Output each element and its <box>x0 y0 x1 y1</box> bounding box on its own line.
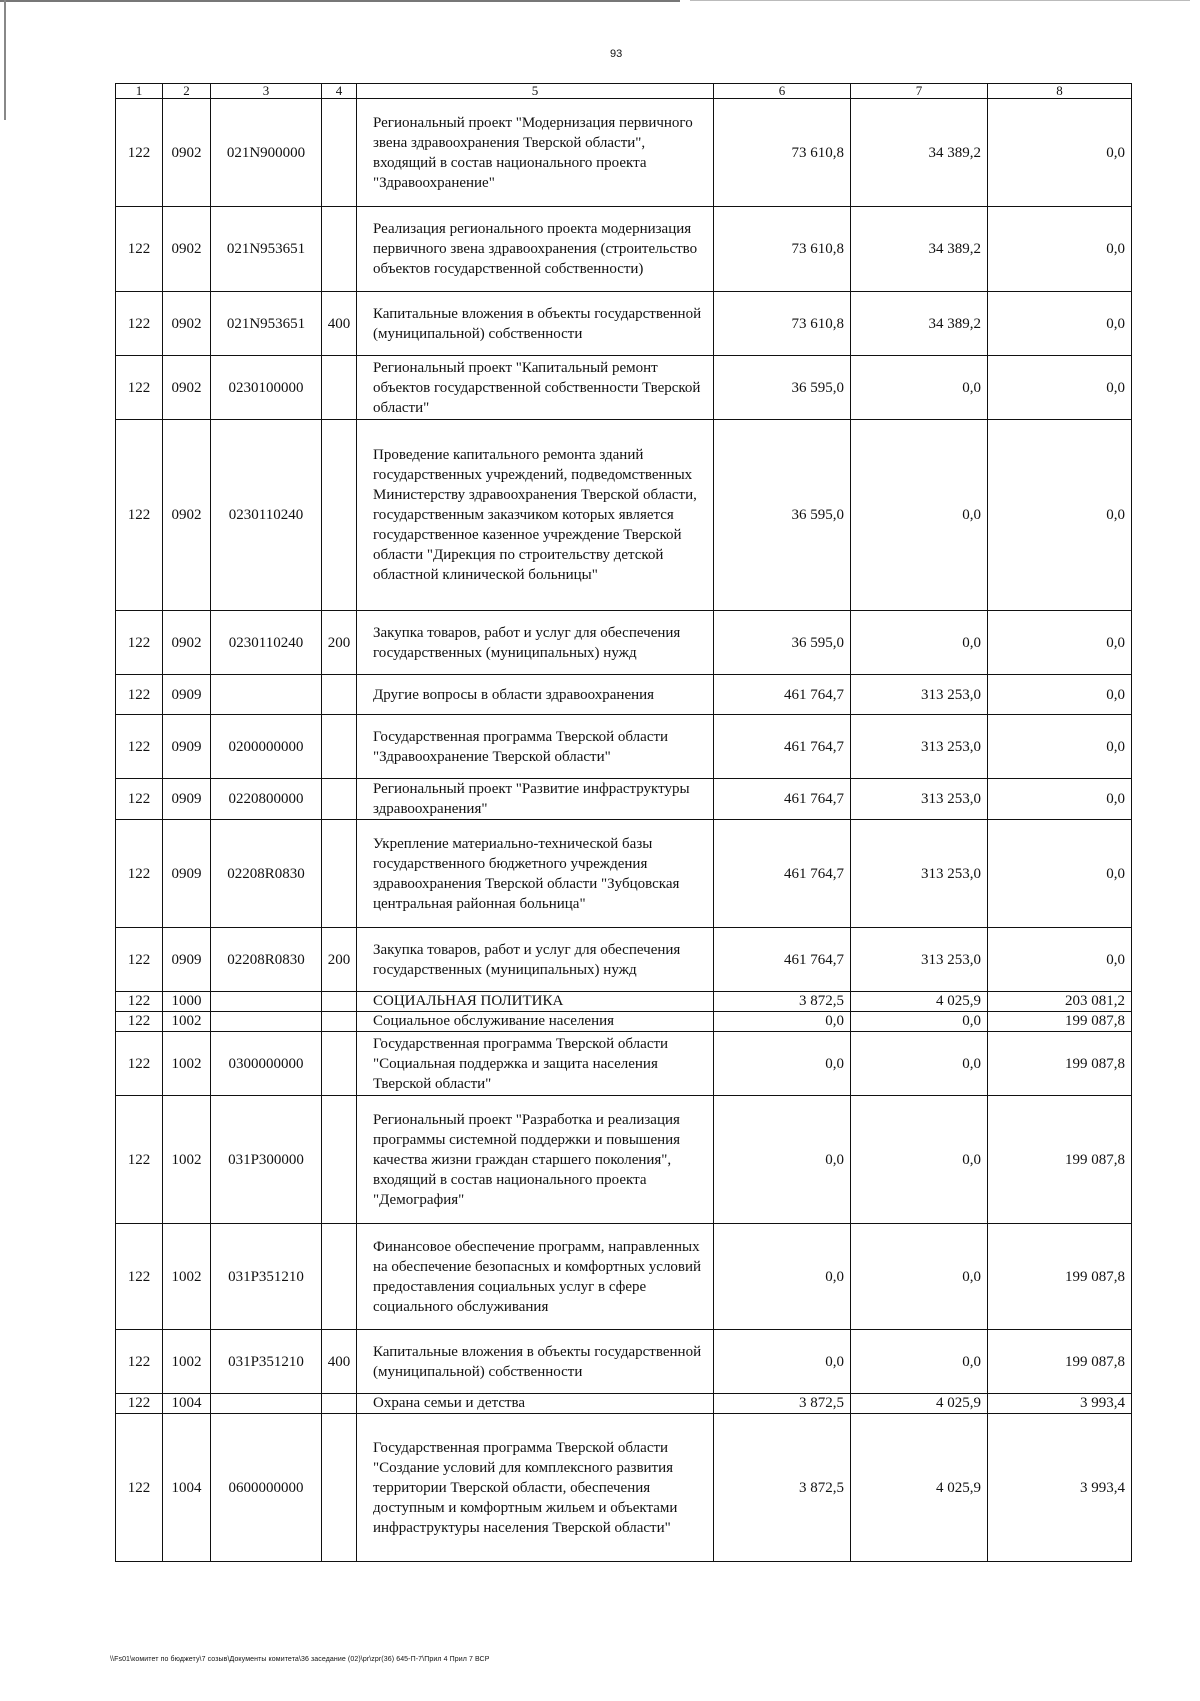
cell-admin-code: 122 <box>116 1012 163 1032</box>
cell-amount-col6: 36 595,0 <box>714 420 851 611</box>
table-row <box>116 1414 1132 1562</box>
table-row <box>116 1032 1132 1096</box>
cell-expense-type: 400 <box>322 1330 357 1394</box>
cell-amount-col7: 0,0 <box>851 356 988 420</box>
cell-amount-col7: 313 253,0 <box>851 715 988 779</box>
cell-expense-type <box>322 420 357 611</box>
cell-admin-code: 122 <box>116 1032 163 1096</box>
cell-description: СОЦИАЛЬНАЯ ПОЛИТИКА <box>357 992 714 1012</box>
cell-amount-col7: 4 025,9 <box>851 992 988 1012</box>
cell-description: Государственная программа Тверской области "Здравоохранение Тверской области" <box>357 715 714 779</box>
cell-section-code: 0909 <box>163 675 211 715</box>
cell-amount-col8: 199 087,8 <box>988 1012 1132 1032</box>
cell-amount-col6: 0,0 <box>714 1330 851 1394</box>
cell-admin-code: 122 <box>116 779 163 820</box>
column-header: 2 <box>163 84 211 99</box>
cell-description: Финансовое обеспечение программ, направленных на обеспечение безопасных и комфортных условий предоставления социальных услуг в сфере социального обслуживания <box>357 1224 714 1330</box>
cell-target-article: 021N900000 <box>211 99 322 207</box>
cell-expense-type <box>322 1096 357 1224</box>
cell-amount-col7: 313 253,0 <box>851 779 988 820</box>
cell-description: Проведение капитального ремонта зданий государственных учреждений, подведомственных Министерству здравоохранения Тверской области, государственным заказчиком которых является государственное казенное учреждение Тверской области "Дирекция по строительству детской областной клинической больницы" <box>357 420 714 611</box>
cell-amount-col8: 0,0 <box>988 611 1132 675</box>
cell-amount-col6: 0,0 <box>714 1096 851 1224</box>
scan-edge-line <box>4 0 6 120</box>
header-row <box>116 84 1132 99</box>
cell-amount-col7: 0,0 <box>851 611 988 675</box>
table-row <box>116 1012 1132 1032</box>
cell-target-article: 031P351210 <box>211 1330 322 1394</box>
table-row <box>116 611 1132 675</box>
cell-amount-col8: 0,0 <box>988 715 1132 779</box>
cell-target-article: 0220800000 <box>211 779 322 820</box>
cell-description: Капитальные вложения в объекты государственной (муниципальной) собственности <box>357 1330 714 1394</box>
cell-section-code: 1002 <box>163 1012 211 1032</box>
cell-amount-col7: 34 389,2 <box>851 292 988 356</box>
cell-expense-type <box>322 1032 357 1096</box>
cell-amount-col6: 461 764,7 <box>714 928 851 992</box>
cell-description: Региональный проект "Капитальный ремонт объектов государственной собственности Тверской области" <box>357 356 714 420</box>
table-row <box>116 99 1132 207</box>
cell-amount-col6: 3 872,5 <box>714 992 851 1012</box>
cell-description: Закупка товаров, работ и услуг для обеспечения государственных (муниципальных) нужд <box>357 928 714 992</box>
table-row <box>116 292 1132 356</box>
page-number: 93 <box>610 48 623 60</box>
cell-admin-code: 122 <box>116 715 163 779</box>
cell-admin-code: 122 <box>116 1414 163 1562</box>
cell-amount-col6: 461 764,7 <box>714 675 851 715</box>
cell-target-article: 0200000000 <box>211 715 322 779</box>
column-header: 4 <box>322 84 357 99</box>
cell-target-article: 02208R0830 <box>211 928 322 992</box>
cell-section-code: 0902 <box>163 611 211 675</box>
cell-expense-type <box>322 715 357 779</box>
cell-target-article: 0230110240 <box>211 611 322 675</box>
cell-amount-col8: 0,0 <box>988 820 1132 928</box>
cell-section-code: 1002 <box>163 1096 211 1224</box>
cell-description: Региональный проект "Модернизация первичного звена здравоохранения Тверской области", входящий в состав национального проекта "Здравоохранение" <box>357 99 714 207</box>
table-row <box>116 356 1132 420</box>
cell-amount-col6: 461 764,7 <box>714 779 851 820</box>
cell-section-code: 1002 <box>163 1224 211 1330</box>
table-row <box>116 1330 1132 1394</box>
table-row <box>116 715 1132 779</box>
cell-section-code: 0909 <box>163 928 211 992</box>
cell-description: Социальное обслуживание населения <box>357 1012 714 1032</box>
cell-description: Укрепление материально-технической базы государственного бюджетного учреждения здравоохранения Тверской области "Зубцовская центральная районная больница" <box>357 820 714 928</box>
cell-description: Государственная программа Тверской области "Создание условий для комплексного развития территории Тверской области, обеспечения доступным и комфортным жильем и объектами инфраструктуры населения Тверской области" <box>357 1414 714 1562</box>
cell-amount-col6: 3 872,5 <box>714 1394 851 1414</box>
cell-target-article: 0230100000 <box>211 356 322 420</box>
cell-amount-col8: 0,0 <box>988 292 1132 356</box>
cell-amount-col8: 203 081,2 <box>988 992 1132 1012</box>
table-row <box>116 207 1132 292</box>
cell-amount-col8: 0,0 <box>988 779 1132 820</box>
cell-section-code: 0909 <box>163 715 211 779</box>
cell-amount-col8: 0,0 <box>988 99 1132 207</box>
cell-admin-code: 122 <box>116 1394 163 1414</box>
cell-amount-col7: 0,0 <box>851 1330 988 1394</box>
cell-amount-col8: 199 087,8 <box>988 1096 1132 1224</box>
cell-amount-col8: 0,0 <box>988 928 1132 992</box>
cell-admin-code: 122 <box>116 992 163 1012</box>
cell-amount-col8: 0,0 <box>988 420 1132 611</box>
cell-section-code: 1002 <box>163 1032 211 1096</box>
cell-expense-type <box>322 99 357 207</box>
cell-target-article: 021N953651 <box>211 207 322 292</box>
cell-expense-type: 200 <box>322 928 357 992</box>
column-header: 1 <box>116 84 163 99</box>
cell-admin-code: 122 <box>116 99 163 207</box>
cell-target-article: 02208R0830 <box>211 820 322 928</box>
cell-amount-col6: 0,0 <box>714 1224 851 1330</box>
cell-description: Другие вопросы в области здравоохранения <box>357 675 714 715</box>
cell-section-code: 1004 <box>163 1414 211 1562</box>
column-header: 6 <box>714 84 851 99</box>
cell-amount-col7: 34 389,2 <box>851 99 988 207</box>
cell-target-article: 0300000000 <box>211 1032 322 1096</box>
cell-amount-col8: 199 087,8 <box>988 1330 1132 1394</box>
cell-admin-code: 122 <box>116 207 163 292</box>
cell-amount-col6: 0,0 <box>714 1032 851 1096</box>
cell-amount-col6: 36 595,0 <box>714 611 851 675</box>
cell-expense-type <box>322 1394 357 1414</box>
cell-amount-col6: 73 610,8 <box>714 207 851 292</box>
budget-table <box>115 83 1132 1562</box>
cell-description: Закупка товаров, работ и услуг для обеспечения государственных (муниципальных) нужд <box>357 611 714 675</box>
cell-target-article: 021N953651 <box>211 292 322 356</box>
cell-expense-type <box>322 820 357 928</box>
cell-admin-code: 122 <box>116 420 163 611</box>
cell-target-article <box>211 675 322 715</box>
cell-target-article <box>211 1394 322 1414</box>
cell-target-article: 031P300000 <box>211 1096 322 1224</box>
table-row <box>116 675 1132 715</box>
cell-admin-code: 122 <box>116 675 163 715</box>
cell-amount-col7: 313 253,0 <box>851 675 988 715</box>
cell-target-article <box>211 1012 322 1032</box>
cell-admin-code: 122 <box>116 1096 163 1224</box>
cell-amount-col7: 0,0 <box>851 1012 988 1032</box>
cell-section-code: 0902 <box>163 292 211 356</box>
cell-amount-col8: 0,0 <box>988 675 1132 715</box>
cell-amount-col7: 0,0 <box>851 420 988 611</box>
cell-expense-type <box>322 779 357 820</box>
cell-amount-col6: 3 872,5 <box>714 1414 851 1562</box>
cell-amount-col8: 199 087,8 <box>988 1032 1132 1096</box>
cell-expense-type <box>322 1414 357 1562</box>
cell-section-code: 0902 <box>163 420 211 611</box>
cell-amount-col7: 0,0 <box>851 1096 988 1224</box>
file-path-footer: \\Fs01\комитет по бюджету\7 созыв\Документы комитета\36 заседание (02)\pr\zpr(36) 645-П-7\Прил 4 Прил 7 ВСР <box>110 1656 490 1663</box>
cell-expense-type: 200 <box>322 611 357 675</box>
cell-amount-col8: 0,0 <box>988 356 1132 420</box>
cell-admin-code: 122 <box>116 611 163 675</box>
cell-amount-col6: 73 610,8 <box>714 292 851 356</box>
column-header: 3 <box>211 84 322 99</box>
cell-amount-col8: 3 993,4 <box>988 1414 1132 1562</box>
table-row <box>116 1096 1132 1224</box>
cell-description: Региональный проект "Разработка и реализация программы системной поддержки и повышения качества жизни граждан старшего поколения", входящий в состав национального проекта "Демография" <box>357 1096 714 1224</box>
cell-expense-type <box>322 992 357 1012</box>
scan-edge-line <box>690 0 1190 1</box>
cell-target-article <box>211 992 322 1012</box>
cell-expense-type: 400 <box>322 292 357 356</box>
cell-amount-col6: 461 764,7 <box>714 820 851 928</box>
cell-description: Реализация регионального проекта модернизация первичного звена здравоохранения (строительство объектов государственной собственности) <box>357 207 714 292</box>
cell-amount-col7: 0,0 <box>851 1224 988 1330</box>
cell-expense-type <box>322 1224 357 1330</box>
cell-amount-col7: 313 253,0 <box>851 928 988 992</box>
cell-section-code: 0902 <box>163 99 211 207</box>
cell-admin-code: 122 <box>116 1224 163 1330</box>
cell-admin-code: 122 <box>116 1330 163 1394</box>
cell-section-code: 0902 <box>163 356 211 420</box>
cell-admin-code: 122 <box>116 928 163 992</box>
cell-amount-col6: 73 610,8 <box>714 99 851 207</box>
cell-amount-col6: 36 595,0 <box>714 356 851 420</box>
cell-target-article: 0230110240 <box>211 420 322 611</box>
cell-section-code: 0902 <box>163 207 211 292</box>
table-row <box>116 1394 1132 1414</box>
cell-expense-type <box>322 207 357 292</box>
cell-section-code: 0909 <box>163 820 211 928</box>
cell-admin-code: 122 <box>116 292 163 356</box>
cell-expense-type <box>322 675 357 715</box>
cell-section-code: 1000 <box>163 992 211 1012</box>
cell-amount-col8: 0,0 <box>988 207 1132 292</box>
cell-amount-col8: 3 993,4 <box>988 1394 1132 1414</box>
column-header: 8 <box>988 84 1132 99</box>
cell-admin-code: 122 <box>116 820 163 928</box>
cell-amount-col8: 199 087,8 <box>988 1224 1132 1330</box>
cell-amount-col7: 34 389,2 <box>851 207 988 292</box>
cell-description: Капитальные вложения в объекты государственной (муниципальной) собственности <box>357 292 714 356</box>
cell-target-article: 0600000000 <box>211 1414 322 1562</box>
table-row <box>116 820 1132 928</box>
scan-edge-line <box>0 0 680 2</box>
column-header: 7 <box>851 84 988 99</box>
cell-amount-col6: 0,0 <box>714 1012 851 1032</box>
column-header: 5 <box>357 84 714 99</box>
cell-amount-col7: 4 025,9 <box>851 1394 988 1414</box>
cell-amount-col7: 313 253,0 <box>851 820 988 928</box>
cell-amount-col7: 4 025,9 <box>851 1414 988 1562</box>
cell-description: Региональный проект "Развитие инфраструктуры здравоохранения" <box>357 779 714 820</box>
table-row <box>116 928 1132 992</box>
cell-section-code: 0909 <box>163 779 211 820</box>
table-row <box>116 420 1132 611</box>
cell-target-article: 031P351210 <box>211 1224 322 1330</box>
cell-amount-col7: 0,0 <box>851 1032 988 1096</box>
cell-expense-type <box>322 356 357 420</box>
cell-section-code: 1002 <box>163 1330 211 1394</box>
cell-admin-code: 122 <box>116 356 163 420</box>
cell-section-code: 1004 <box>163 1394 211 1414</box>
cell-description: Государственная программа Тверской области "Социальная поддержка и защита населения Тверской области" <box>357 1032 714 1096</box>
table-row <box>116 779 1132 820</box>
cell-amount-col6: 461 764,7 <box>714 715 851 779</box>
cell-expense-type <box>322 1012 357 1032</box>
table-row <box>116 992 1132 1012</box>
cell-description: Охрана семьи и детства <box>357 1394 714 1414</box>
table-row <box>116 1224 1132 1330</box>
